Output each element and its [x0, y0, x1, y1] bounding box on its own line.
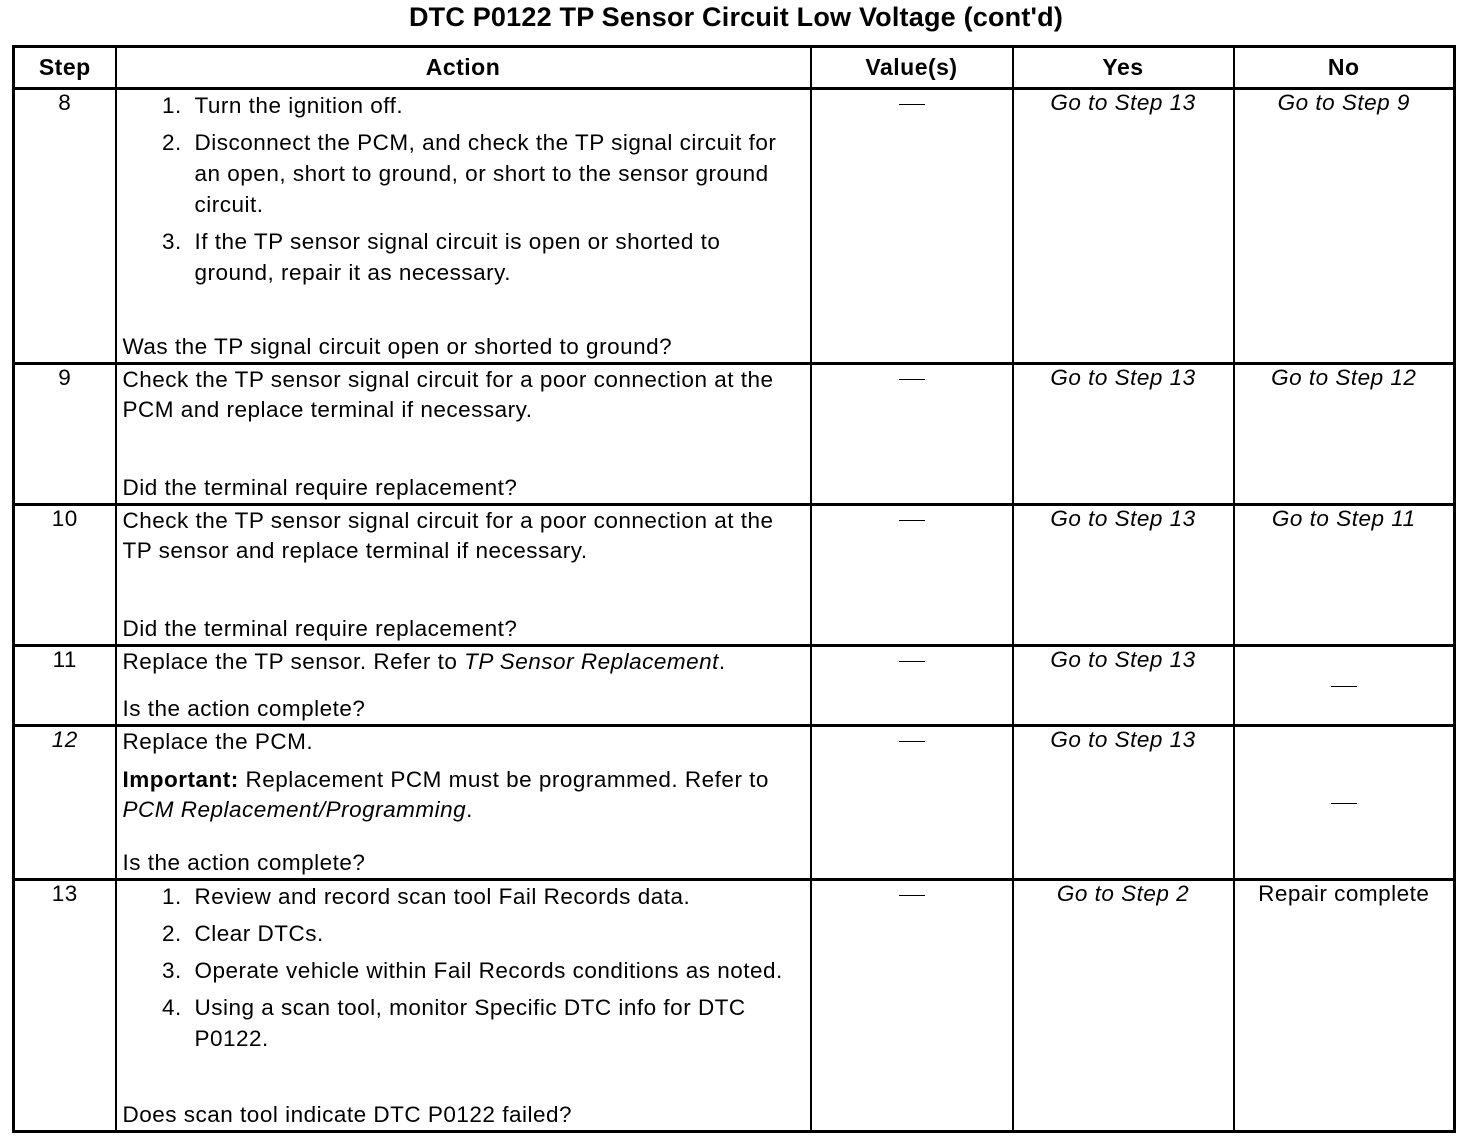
value-cell [811, 646, 1013, 726]
value-dash [899, 379, 925, 380]
diagnostic-table [12, 45, 1456, 1133]
value-dash [899, 741, 925, 742]
important-text: Replacement PCM must be programmed. Refer to [238, 767, 769, 792]
value-dash [899, 104, 925, 105]
header-values: Value(s) [811, 47, 1013, 89]
value-dash [899, 520, 925, 521]
yes-cell: Go to Step 13 [1013, 505, 1234, 646]
value-cell [811, 880, 1013, 1132]
action-cell [116, 726, 811, 880]
table-row-step-13 [14, 880, 1455, 1132]
action-step: 2. Disconnect the PCM, and check the TP signal circuit for an open, short to ground, or short to the sensor ground circuit. [189, 127, 804, 220]
reference-link-text: PCM Replacement/Programming [122, 797, 467, 822]
step-number: 9 [14, 364, 116, 505]
no-dash [1331, 803, 1357, 804]
action-question: Is the action complete? [122, 850, 366, 875]
value-dash [899, 895, 925, 896]
value-cell [811, 505, 1013, 646]
action-text-prefix: Replace the TP sensor. Refer to [122, 649, 465, 674]
yes-cell: Go to Step 13 [1013, 726, 1234, 880]
step-number: 11 [14, 646, 116, 726]
no-cell: Repair complete [1234, 880, 1455, 1132]
no-cell: Go to Step 12 [1234, 364, 1455, 505]
header-no: No [1234, 47, 1455, 89]
important-note [123, 765, 804, 825]
no-cell [1234, 726, 1455, 880]
step-number: 8 [14, 89, 116, 364]
value-cell [811, 89, 1013, 364]
step-number: 10 [14, 505, 116, 646]
action-step: 2. Clear DTCs. [189, 918, 804, 949]
action-text-suffix: . [718, 649, 726, 674]
yes-cell: Go to Step 13 [1013, 364, 1234, 505]
header-step: Step [14, 47, 116, 89]
no-cell: Go to Step 9 [1234, 89, 1455, 364]
step-number: 13 [14, 880, 116, 1132]
action-step: 3. Operate vehicle within Fail Records conditions as noted. [189, 955, 804, 986]
action-text: Replace the PCM. [122, 729, 314, 754]
value-dash [899, 661, 925, 662]
header-yes: Yes [1013, 47, 1234, 89]
header-action: Action [116, 47, 811, 89]
table-row-step-12 [14, 726, 1455, 880]
action-steps-list [123, 90, 804, 288]
value-cell [811, 364, 1013, 505]
no-dash [1331, 686, 1357, 687]
yes-cell: Go to Step 2 [1013, 880, 1234, 1132]
action-step: 4. Using a scan tool, monitor Specific DTC info for DTC P0122. [189, 992, 804, 1054]
action-text [123, 647, 804, 677]
action-cell [116, 89, 811, 364]
table-row-step-11 [14, 646, 1455, 726]
table-row-step-10 [14, 505, 1455, 646]
reference-link-text: TP Sensor Replacement [464, 649, 719, 674]
yes-cell: Go to Step 13 [1013, 89, 1234, 364]
action-cell [116, 646, 811, 726]
value-cell [811, 726, 1013, 880]
table-header-row [14, 47, 1455, 89]
action-question: Does scan tool indicate DTC P0122 failed? [122, 1102, 572, 1127]
important-label: Important: [122, 767, 239, 792]
action-cell [116, 364, 811, 505]
page-title: DTC P0122 TP Sensor Circuit Low Voltage (cont'd) [408, 2, 1064, 32]
important-suffix: . [466, 797, 473, 822]
action-cell [116, 880, 811, 1132]
action-cell [116, 505, 811, 646]
action-question: Did the terminal require replacement? [122, 475, 518, 500]
no-cell [1234, 646, 1455, 726]
step-number: 12 [14, 726, 116, 880]
yes-cell: Go to Step 13 [1013, 646, 1234, 726]
action-step: 3. If the TP sensor signal circuit is open or shorted to ground, repair it as necessary. [189, 226, 804, 288]
no-cell: Go to Step 11 [1234, 505, 1455, 646]
table-row-step-9 [14, 364, 1455, 505]
action-step: 1. Review and record scan tool Fail Records data. [189, 881, 804, 912]
action-text: Check the TP sensor signal circuit for a poor connection at the PCM and replace terminal if necessary. [122, 367, 774, 422]
action-question: Was the TP signal circuit open or shorted to ground? [122, 334, 673, 359]
action-steps-list [123, 881, 804, 1054]
action-text: Check the TP sensor signal circuit for a poor connection at the TP sensor and replace terminal if necessary. [122, 508, 774, 563]
action-step: 1. Turn the ignition off. [189, 90, 804, 121]
table-row-step-8 [14, 89, 1455, 364]
action-question: Did the terminal require replacement? [122, 616, 518, 641]
action-question: Is the action complete? [122, 696, 366, 721]
